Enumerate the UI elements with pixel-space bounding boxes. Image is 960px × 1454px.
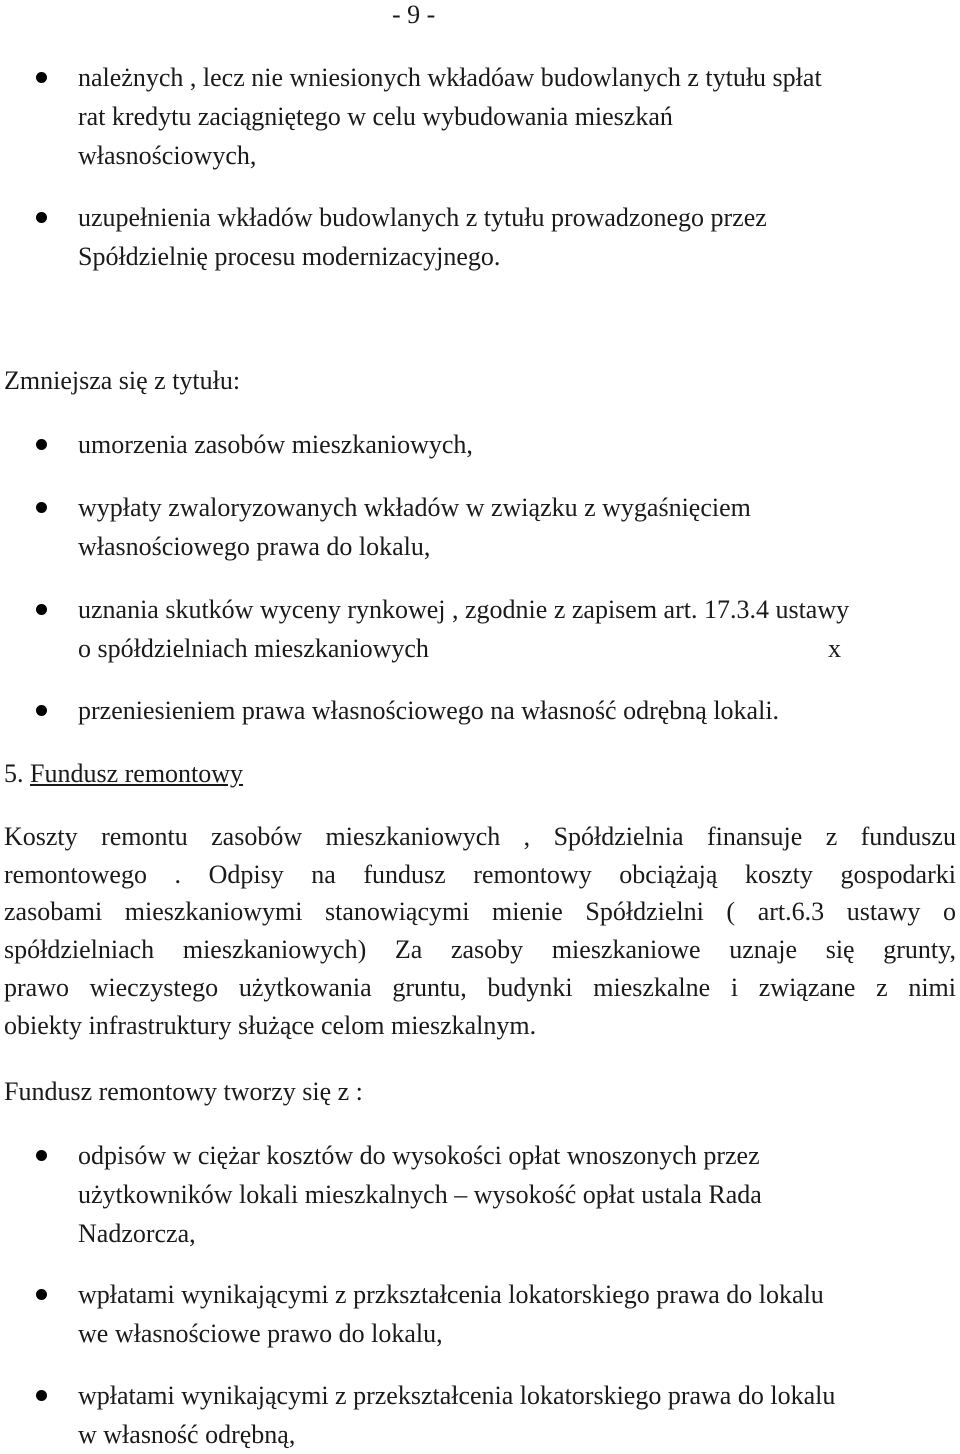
list-item-line: wpłatami wynikającymi z przekształcenia lokatorskiego prawa do lokalu bbox=[78, 1381, 836, 1410]
list-item-line: własnościowego prawa do lokalu, bbox=[78, 532, 431, 561]
paragraph-line: Koszty remontu zasobów mieszkaniowych , Spółdzielnia finansuje z funduszu bbox=[4, 822, 956, 851]
list-item-line: umorzenia zasobów mieszkaniowych, bbox=[78, 430, 473, 459]
list-item-line: w własność odrębną, bbox=[78, 1420, 296, 1449]
bullet-icon bbox=[36, 72, 47, 83]
list-item-line: uznania skutków wyceny rynkowej , zgodnie z zapisem art. 17.3.4 ustawy bbox=[78, 595, 850, 624]
list-item-line: przeniesieniem prawa własnościowego na własność odrębną lokali. bbox=[78, 696, 780, 725]
list-item-line: własnościowych, bbox=[78, 141, 257, 170]
paragraph-line: remontowego . Odpisy na fundusz remontowy obciążają koszty gospodarki bbox=[4, 859, 956, 889]
bullet-icon bbox=[36, 604, 47, 615]
bullet-icon bbox=[36, 1390, 47, 1401]
bullet-icon bbox=[36, 212, 47, 223]
list-item-line: wypłaty zwaloryzowanych wkładów w związku z wygaśnięciem bbox=[78, 493, 751, 522]
body-paragraph bbox=[4, 818, 956, 1044]
list-item-line: Nadzorcza, bbox=[78, 1219, 196, 1248]
list-item-line: użytkowników lokali mieszkalnych – wysokość opłat ustala Rada bbox=[78, 1180, 762, 1209]
list-item-line: we własnościowe prawo do lokalu, bbox=[78, 1319, 443, 1348]
section-title: Fundusz remontowy bbox=[30, 759, 244, 788]
list-item-line: rat kredytu zaciągniętego w celu wybudowania mieszkań bbox=[78, 102, 673, 131]
fund-heading: Fundusz remontowy tworzy się z : bbox=[4, 1077, 363, 1106]
bullet-icon bbox=[36, 502, 47, 513]
section-number: 5. bbox=[4, 759, 24, 788]
bullet-icon bbox=[36, 439, 47, 450]
paragraph-line: obiekty infrastruktury służące celom mieszkalnym. bbox=[4, 1010, 537, 1040]
paragraph-line: prawo wieczystego użytkowania gruntu, budynki mieszkalne i związane z nimi bbox=[4, 972, 956, 1002]
page-number: - 9 - bbox=[392, 0, 436, 29]
list-item-line: o spółdzielniach mieszkaniowych bbox=[78, 634, 429, 663]
x-mark: x bbox=[828, 634, 841, 663]
list-item-line: uzupełnienia wkładów budowlanych z tytułu prowadzonego przez bbox=[78, 203, 767, 232]
bullet-icon bbox=[36, 1150, 47, 1161]
list-item-line: odpisów w ciężar kosztów do wysokości opłat wnoszonych przez bbox=[78, 1141, 760, 1170]
list-item-line: należnych , lecz nie wniesionych wkładóaw budowlanych z tytułu spłat bbox=[78, 63, 822, 92]
bullet-icon bbox=[36, 1289, 47, 1300]
bullet-icon bbox=[36, 705, 47, 716]
reduces-heading: Zmniejsza się z tytułu: bbox=[4, 366, 241, 395]
list-item-line: wpłatami wynikającymi z przkształcenia lokatorskiego prawa do lokalu bbox=[78, 1280, 824, 1309]
list-item-line: Spółdzielnię procesu modernizacyjnego. bbox=[78, 242, 501, 271]
paragraph-line: zasobami mieszkaniowymi stanowiącymi mienie Spółdzielni ( art.6.3 ustawy o bbox=[4, 897, 956, 927]
paragraph-line: spółdzielniach mieszkaniowych) Za zasoby mieszkaniowe uznaje się grunty, bbox=[4, 935, 956, 965]
section-heading bbox=[4, 755, 956, 793]
